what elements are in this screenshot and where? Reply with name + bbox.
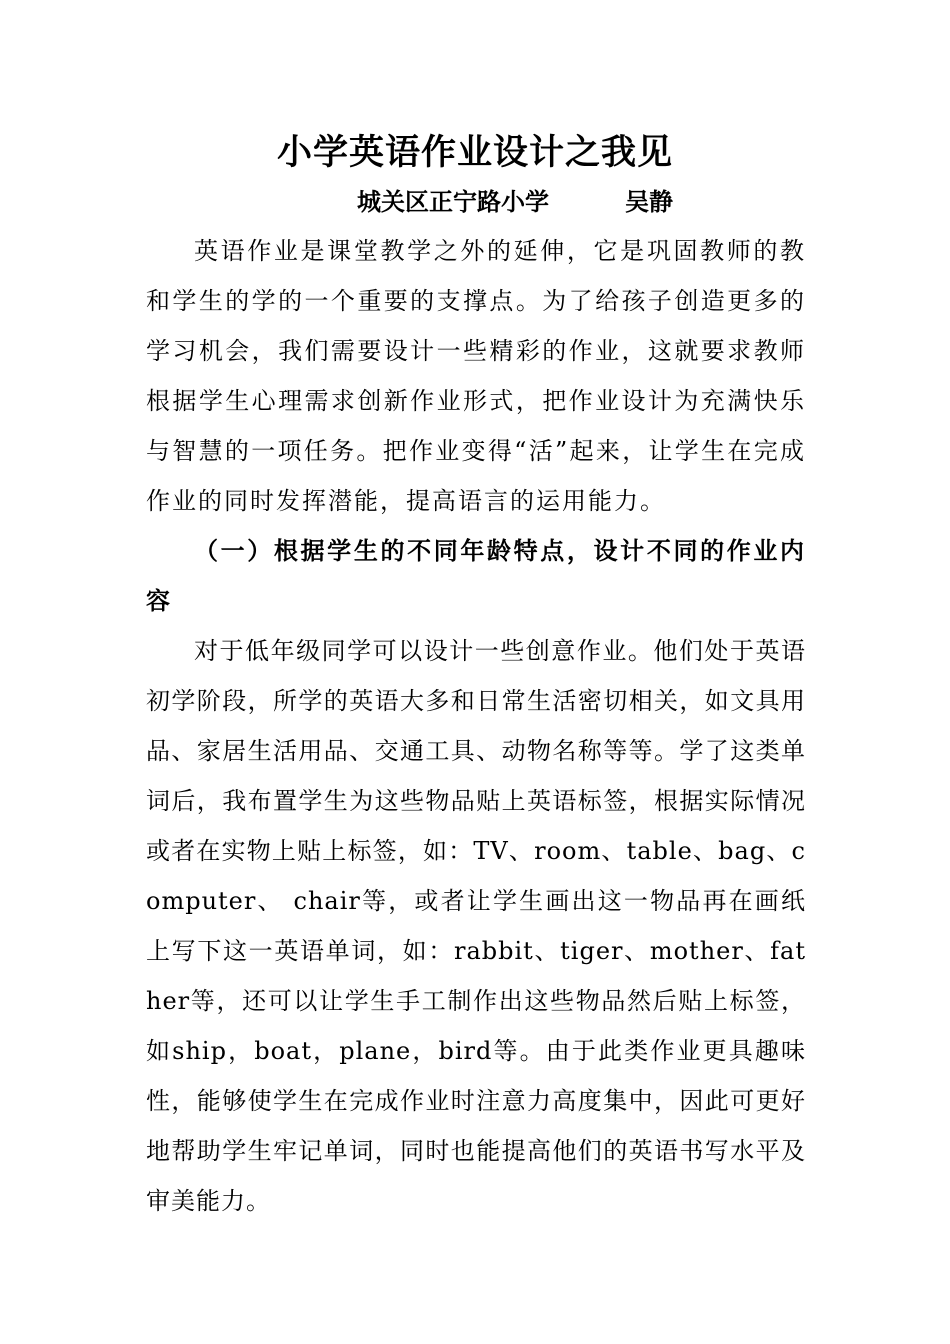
paragraph-intro: 英语作业是课堂教学之外的延伸，它是巩固教师的教和学生的学的一个重要的支撑点。为了给孩子创造更多的学习机会，我们需要设计一些精彩的作业，这就要求教师根据学生心理需求创新作业形式，把作业设计为充满快乐与智慧的一项任务。把作业变得“活”起来，让学生在完成作业的同时发挥潜能，提高语言的运用能力。 [146, 237, 806, 515]
school-name: 城关区正宁路小学 [357, 188, 549, 216]
document-body [146, 226, 806, 1226]
section-heading: （一）根据学生的不同年龄特点，设计不同的作业内容 [146, 537, 806, 615]
paragraph-body: 对于低年级同学可以设计一些创意作业。他们处于英语初学阶段，所学的英语大多和日常生活密切相关，如文具用品、家居生活用品、交通工具、动物名称等等。学了这类单词后，我布置学生为这些物品贴上英语标签，根据实际情况或者在实物上贴上标签，如：TV、room、table、bag、computer、 chair等，或者让学生画出这一物品再在画纸上写下这一英语单词，如：rabbit、tiger、mother、father等，还可以让学生手工制作出这些物品然后贴上标签，如ship，boat，plane，bird等。由于此类作业更具趣味性，能够使学生在完成作业时注意力高度集中，因此可更好地帮助学生牢记单词，同时也能提高他们的英语书写水平及审美能力。 [146, 637, 806, 1215]
document-title: 小学英语作业设计之我见 [276, 132, 673, 173]
author-name: 吴静 [625, 188, 673, 216]
byline [357, 184, 673, 220]
